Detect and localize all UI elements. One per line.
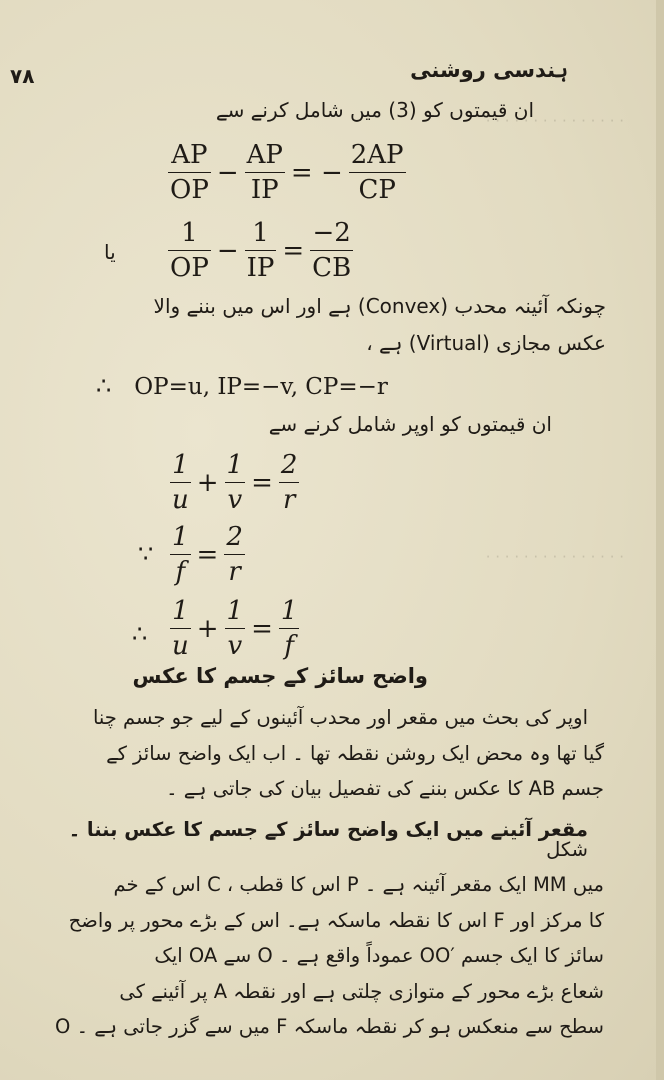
equation-1 (168, 140, 406, 205)
paragraph-text: شکل (546, 837, 588, 861)
convex-line-2: عکس مجازی (Virtual) ہے ، (366, 331, 606, 355)
fraction: $\frac{1}{v}$ (226, 450, 244, 515)
substitute-line: ان قیمتوں کو اوپر شامل کرنے سے (268, 412, 552, 436)
paragraph-line (44, 820, 588, 859)
show-through-text: · · · · · · · · · · · · · · · (485, 548, 624, 566)
equation-3 (170, 450, 299, 515)
fraction: $\frac{1}{OP}$ (170, 218, 209, 283)
paragraph-line: سطح سے منعکس ہو کر نقطہ ماسکہ F میں سے گزر جاتی ہے ۔ O (55, 1015, 604, 1038)
equals-sign: = (282, 235, 305, 266)
paragraph-2 (44, 820, 604, 1037)
fraction: $\frac{1}{u}$ (172, 596, 189, 661)
equation-4 (170, 522, 245, 587)
fraction: $\frac{1}{f}$ (172, 522, 189, 587)
fraction: $\frac{1}{v}$ (226, 596, 244, 661)
paragraph-line: اوپر کی بحث میں مقعر اور محدب آئینوں کے لیے جو جسم چنا (92, 706, 588, 729)
equation-2 (168, 218, 353, 283)
plus-sign: + (196, 613, 219, 644)
fraction: $\frac{1}{IP}$ (246, 218, 275, 283)
paragraph-line: جسم AB کا عکس بننے کی تفصیل بیان کی جاتی ہے ۔ (166, 777, 604, 800)
equals-sign: = (196, 539, 219, 570)
paragraph-line: کا مرکز اور F اس کا نقطہ ماسکہ ہے۔ اس کے بڑے محور پر واضح (68, 908, 604, 932)
fraction: $\frac{1}{u}$ (172, 450, 189, 515)
fraction: $\frac{AP}{IP}$ (246, 140, 283, 205)
fraction: $\frac{1}{f}$ (280, 596, 298, 661)
equals-sign: = − (290, 157, 343, 188)
paragraph-line: شعاع بڑے محور کے متوازی چلتی ہے اور نقطہ A پر آئینے کی (119, 979, 604, 1003)
therefore-line (96, 372, 388, 400)
substitution-values: OP=u, IP=−v, CP=−r (134, 374, 388, 400)
intro-line: ان قیمتوں کو (3) میں شامل کرنے سے (215, 98, 534, 122)
page-number: ۷۸ (10, 64, 35, 88)
page-edge (656, 0, 664, 1080)
fraction: $\frac{-2}{CB}$ (312, 218, 352, 283)
minus-sign: − (216, 157, 239, 188)
plus-sign: + (196, 467, 219, 498)
therefore-symbol: ∴ (96, 372, 112, 400)
paragraph-line: سائز کا ایک جسم ′OO عموداً واقع ہے ۔ O سے OA ایک (154, 944, 604, 967)
paragraph-1 (44, 708, 604, 799)
fraction: $\frac{AP}{OP}$ (170, 140, 209, 205)
fraction: $\frac{2}{r}$ (280, 450, 298, 515)
equation-5 (170, 596, 299, 661)
running-header: ہندسی روشنی (410, 58, 568, 82)
show-through-text: · · · · · · · · · · · · · · · (485, 112, 624, 130)
convex-line-1: چونکہ آئینہ محدب (Convex) ہے اور اس میں بننے والا (153, 294, 606, 318)
ya-label: یا (104, 240, 116, 264)
paragraph-line: میں MM ایک مقعر آئینہ ہے ۔ P اس کا قطب ، C اس کے خم (113, 873, 604, 896)
equals-sign: = (251, 467, 273, 498)
equals-sign: = (251, 613, 273, 644)
paragraph-line: گیا تھا وہ محض ایک روشن نقطہ تھا ۔ اب ایک واضح سائز کے (106, 741, 604, 765)
fraction: $\frac{2}{r}$ (226, 522, 243, 587)
therefore-symbol: ∴ (132, 620, 148, 648)
minus-sign: − (216, 235, 239, 266)
because-symbol: ∵ (138, 540, 154, 568)
fraction: $\frac{2AP}{CP}$ (350, 140, 404, 205)
paragraph-lead: مقعر آئینے میں ایک واضح سائز کے جسم کا عکس بننا ۔ (68, 818, 588, 841)
section-heading: واضح سائز کے جسم کا عکس (132, 664, 428, 688)
